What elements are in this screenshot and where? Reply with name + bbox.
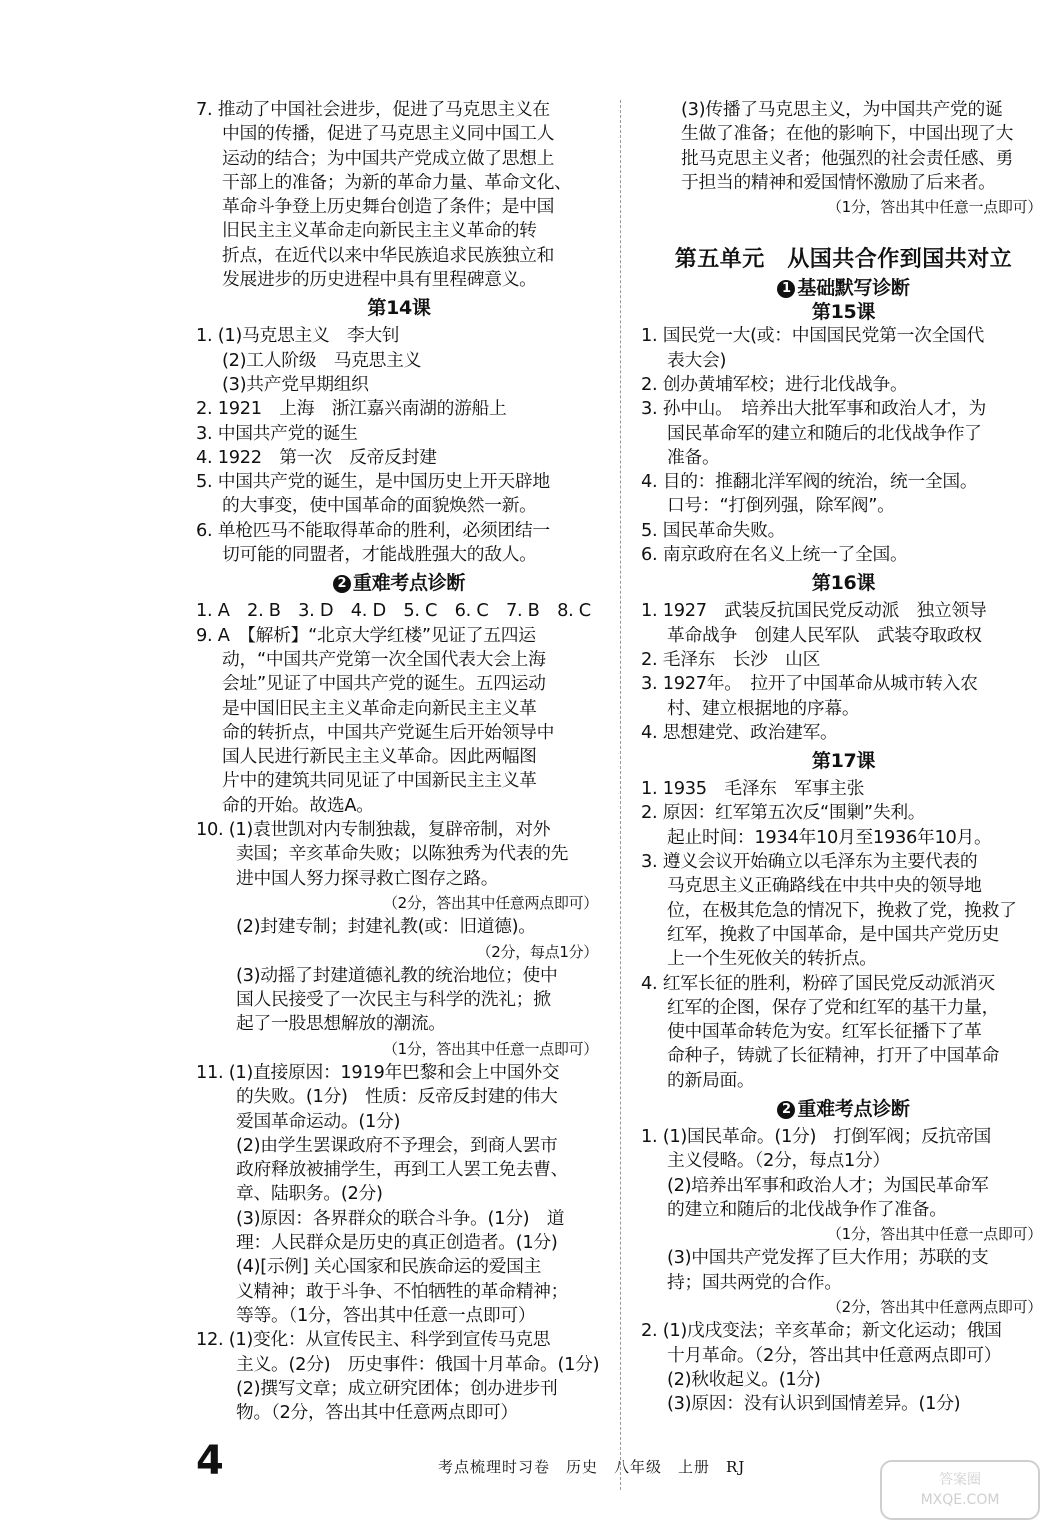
section-heading bbox=[641, 276, 1046, 300]
text-line bbox=[196, 519, 602, 543]
text-line bbox=[196, 1401, 602, 1425]
text-line bbox=[196, 940, 602, 964]
text-line bbox=[641, 777, 1046, 801]
line-text: 1. 国民党一大(或：中国国民党第一次全国代 bbox=[641, 325, 985, 347]
line-text: 干部上的准备；为新的革命力量、革命文化、 bbox=[222, 171, 572, 193]
text-line bbox=[196, 915, 602, 939]
text-line bbox=[641, 543, 1046, 567]
watermark-stamp bbox=[880, 1460, 1040, 1520]
line-text: （1分，答出其中任意一点即可） bbox=[382, 1039, 598, 1058]
line-text: (2)封建专制；封建礼教(或：旧道德)。 bbox=[236, 916, 536, 938]
text-line bbox=[641, 446, 1046, 470]
text-line bbox=[641, 1020, 1046, 1044]
line-text: 片中的建筑共同见证了中国新民主主义革 bbox=[222, 770, 537, 792]
text-line bbox=[641, 195, 1046, 219]
text-line bbox=[641, 826, 1046, 850]
line-text: 2. 毛泽东 长沙 山区 bbox=[641, 648, 821, 670]
text-line bbox=[196, 373, 602, 397]
line-text: 11. (1)直接原因：1919年巴黎和会上中国外交 bbox=[196, 1061, 560, 1083]
watermark-line2: MXQE.COM bbox=[920, 1492, 1000, 1508]
line-text: 5. 国民革命失败。 bbox=[641, 519, 786, 541]
line-text: 1. (1)国民革命。(1分) 打倒军阀；反抗帝国 bbox=[641, 1125, 991, 1147]
line-text: 政府释放被捕学生，再到工人罢工免去曹、 bbox=[236, 1159, 569, 1181]
line-text: 口号：“打倒列强，除军阀”。 bbox=[667, 495, 895, 517]
line-text: (2)培养出军事和政治人才；为国民革命军 bbox=[667, 1174, 989, 1196]
line-text: (3)中国共产党发挥了巨大作用；苏联的支 bbox=[667, 1247, 989, 1269]
line-text: 主义侵略。（2分，每点1分） bbox=[667, 1150, 890, 1172]
line-text: 进中国人努力探寻救亡图存之路。 bbox=[236, 867, 499, 889]
line-text: 命种子，铸就了长征精神，打开了中国革命 bbox=[667, 1045, 1000, 1067]
line-text: 的新局面。 bbox=[667, 1069, 755, 1091]
line-text: 3. 中国共产党的诞生 bbox=[196, 422, 358, 444]
text-line bbox=[641, 1246, 1046, 1270]
line-text: 重难考点诊断 bbox=[352, 572, 466, 595]
line-text: 卖国；辛亥革命失败；以陈独秀为代表的先 bbox=[236, 843, 569, 865]
text-line bbox=[641, 122, 1046, 146]
line-text: 基础默写诊断 bbox=[797, 276, 910, 299]
section-heading bbox=[196, 292, 602, 324]
text-line bbox=[641, 972, 1046, 996]
line-text: 2. 原因：红军第五次反“围剿”失利。 bbox=[641, 802, 926, 824]
text-line bbox=[196, 1110, 602, 1134]
text-line bbox=[196, 1037, 602, 1061]
line-text: 的失败。(1分) 性质：反帝反封建的伟大 bbox=[236, 1086, 558, 1108]
text-line bbox=[641, 874, 1046, 898]
text-line bbox=[196, 964, 602, 988]
text-line bbox=[196, 543, 602, 567]
text-line bbox=[641, 1174, 1046, 1198]
text-line bbox=[641, 147, 1046, 171]
line-text: 革命斗争登上历史舞台创造了条件；是中国 bbox=[222, 196, 555, 218]
text-line bbox=[641, 219, 1046, 243]
line-text: 批马克思主义者；他强烈的社会责任感、勇 bbox=[681, 147, 1014, 169]
text-line bbox=[641, 1044, 1046, 1068]
line-text: (2)工人阶级 马克思主义 bbox=[222, 349, 422, 371]
line-text: 十月革命。（2分，答出其中任意两点即可） bbox=[667, 1344, 1002, 1366]
text-line bbox=[641, 801, 1046, 825]
number-badge-icon: 2 bbox=[333, 575, 351, 593]
text-line bbox=[196, 794, 602, 818]
line-text: (3)传播了马克思主义，为中国共产党的诞 bbox=[681, 99, 1003, 120]
text-line bbox=[641, 648, 1046, 672]
text-line bbox=[196, 244, 602, 268]
text-line bbox=[196, 721, 602, 745]
right-column bbox=[641, 98, 1046, 1417]
line-text: 动，“中国共产党第一次全国代表大会上海 bbox=[222, 648, 546, 670]
line-text: 义精神；敢于斗争、不怕牺牲的革命精神； bbox=[236, 1280, 569, 1302]
section-heading bbox=[641, 244, 1046, 276]
line-text: 第16课 bbox=[811, 572, 876, 595]
line-text: 革命战争 创建人民军队 武装夺取政权 bbox=[667, 624, 982, 646]
text-line bbox=[196, 446, 602, 470]
text-line bbox=[196, 891, 602, 915]
section-heading bbox=[641, 300, 1046, 324]
text-line bbox=[641, 599, 1046, 623]
text-line bbox=[196, 349, 602, 373]
line-text: (3)原因：没有认识到国情差异。(1分) bbox=[667, 1393, 961, 1415]
line-text: 9. A 【解析】“北京大学红楼”见证了五四运 bbox=[196, 624, 536, 646]
line-text: 6. 单枪匹马不能取得革命的胜利，必须团结一 bbox=[196, 519, 550, 541]
line-text: 3. 1927年。 拉开了中国革命从城市转入农 bbox=[641, 673, 978, 695]
text-line bbox=[196, 1085, 602, 1109]
line-text: 物。（2分，答出其中任意两点即可） bbox=[236, 1402, 518, 1424]
text-line bbox=[196, 1158, 602, 1182]
text-line bbox=[641, 1319, 1046, 1343]
left-column bbox=[196, 98, 602, 1425]
section-heading bbox=[641, 567, 1046, 599]
line-text: 上一个生死攸关的转折点。 bbox=[667, 948, 877, 970]
text-line bbox=[196, 397, 602, 421]
text-line bbox=[641, 899, 1046, 923]
line-text: 4. 思想建党、政治建军。 bbox=[641, 721, 838, 743]
line-text: 切可能的同盟者，才能战胜强大的敌人。 bbox=[222, 544, 537, 566]
text-line bbox=[196, 122, 602, 146]
line-text: 4. 1922 第一次 反帝反封建 bbox=[196, 446, 437, 468]
line-text: 第17课 bbox=[811, 750, 876, 773]
text-line bbox=[196, 171, 602, 195]
line-text: 运动的结合；为中国共产党成立做了思想上 bbox=[222, 147, 555, 169]
line-text: （2分，答出其中任意两点即可） bbox=[826, 1298, 1042, 1317]
line-text: 7. 推动了中国社会进步，促进了马克思主义在 bbox=[196, 99, 550, 120]
line-text: 红军的企图，保存了党和红军的基干力量， bbox=[667, 996, 1000, 1018]
line-text: 国人民进行新民主主义革命。因此两幅图 bbox=[222, 746, 537, 768]
text-line bbox=[196, 422, 602, 446]
text-line bbox=[641, 624, 1046, 648]
column-divider bbox=[620, 100, 621, 1490]
line-text: 红军，挽救了中国革命，是中国共产党历史 bbox=[667, 923, 1000, 945]
line-text: 爱国革命运动。(1分) bbox=[236, 1110, 401, 1132]
line-text: 表大会) bbox=[667, 349, 727, 371]
line-text: 是中国旧民主主义革命走向新民主主义革 bbox=[222, 697, 537, 719]
text-line bbox=[641, 397, 1046, 421]
number-badge-icon: 2 bbox=[777, 1101, 795, 1119]
line-text: 第五单元 从国共合作到国共对立 bbox=[674, 246, 1013, 272]
line-text: 1. (1)马克思主义 李大钊 bbox=[196, 325, 400, 347]
line-text: 命的开始。故选A。 bbox=[222, 794, 374, 816]
line-text: （1分，答出其中任意一点即可） bbox=[826, 1225, 1042, 1244]
text-line bbox=[196, 867, 602, 891]
line-text: 理：人民群众是历史的真正创造者。(1分) bbox=[236, 1232, 558, 1254]
line-text: 的建立和随后的北伐战争作了准备。 bbox=[667, 1198, 947, 1220]
text-line bbox=[641, 324, 1046, 348]
text-line bbox=[641, 1069, 1046, 1093]
line-text: 2. 1921 上海 浙江嘉兴南湖的游船上 bbox=[196, 398, 507, 420]
text-line bbox=[641, 1344, 1046, 1368]
line-text: (2)由学生罢课政府不予理会，到商人罢市 bbox=[236, 1134, 558, 1156]
section-heading bbox=[196, 567, 602, 599]
text-line bbox=[641, 349, 1046, 373]
line-text: （2分，答出其中任意两点即可） bbox=[382, 893, 598, 912]
line-text: 2. (1)戊戌变法；辛亥革命；新文化运动；俄国 bbox=[641, 1320, 1002, 1342]
text-line bbox=[641, 1368, 1046, 1392]
text-line bbox=[196, 470, 602, 494]
text-line bbox=[641, 98, 1046, 122]
text-line bbox=[641, 1295, 1046, 1319]
line-text: 中国的传播，促进了马克思主义同中国工人 bbox=[222, 123, 555, 145]
line-text: （2分，每点1分） bbox=[476, 942, 598, 961]
line-text: 国民革命军的建立和随后的北伐战争作了 bbox=[667, 422, 982, 444]
text-line bbox=[196, 599, 602, 623]
number-badge-icon: 1 bbox=[777, 280, 795, 298]
text-line bbox=[196, 672, 602, 696]
line-text: 2. 创办黄埔军校；进行北伐战争。 bbox=[641, 373, 908, 395]
text-line bbox=[641, 1149, 1046, 1173]
text-line bbox=[196, 818, 602, 842]
line-text: (3)共产党早期组织 bbox=[222, 373, 369, 395]
text-line bbox=[196, 842, 602, 866]
text-line bbox=[196, 624, 602, 648]
text-line bbox=[641, 1271, 1046, 1295]
text-line bbox=[196, 324, 602, 348]
text-line bbox=[641, 1222, 1046, 1246]
line-text: 旧民主主义革命走向新民主主义革命的转 bbox=[222, 220, 537, 242]
text-line bbox=[196, 1255, 602, 1279]
text-line bbox=[196, 745, 602, 769]
text-line bbox=[196, 1377, 602, 1401]
line-text: 准备。 bbox=[667, 446, 720, 468]
text-line bbox=[196, 1231, 602, 1255]
line-text: 的大事变，使中国革命的面貌焕然一新。 bbox=[222, 495, 537, 517]
section-heading bbox=[641, 1093, 1046, 1125]
text-line bbox=[196, 147, 602, 171]
text-line bbox=[641, 519, 1046, 543]
text-line bbox=[196, 195, 602, 219]
text-line bbox=[641, 850, 1046, 874]
line-text: (3)原因：各界群众的联合斗争。(1分) 道 bbox=[236, 1207, 565, 1229]
text-line bbox=[196, 1182, 602, 1206]
text-line bbox=[641, 373, 1046, 397]
line-text: (2)撰写文章；成立研究团体；创办进步刊 bbox=[236, 1377, 558, 1399]
line-text: 位，在极其危急的情况下，挽救了党，挽救了 bbox=[667, 899, 1017, 921]
line-text: 持；国共两党的合作。 bbox=[667, 1271, 842, 1293]
text-line bbox=[196, 988, 602, 1012]
text-line bbox=[196, 1012, 602, 1036]
line-text: 马克思主义正确路线在中共中央的领导地 bbox=[667, 875, 982, 897]
text-line bbox=[641, 923, 1046, 947]
footer-text: 考点梳理时习卷 历史 八年级 上册 RJ bbox=[438, 1458, 746, 1476]
line-text: 第15课 bbox=[811, 301, 876, 324]
line-text: 1. 1935 毛泽东 军事主张 bbox=[641, 778, 865, 800]
text-line bbox=[196, 1304, 602, 1328]
text-line bbox=[196, 1353, 602, 1377]
line-text: 3. 遵义会议开始确立以毛泽东为主要代表的 bbox=[641, 851, 978, 873]
line-text: (4)[示例] 关心国家和民族命运的爱国主 bbox=[236, 1256, 542, 1278]
line-text: 10. (1)袁世凯对内专制独裁，复辟帝制，对外 bbox=[196, 819, 551, 841]
text-line bbox=[641, 672, 1046, 696]
text-line bbox=[196, 1328, 602, 1352]
line-text: 生做了准备；在他的影响下，中国出现了大 bbox=[681, 123, 1014, 145]
line-text: 主义。(2分) 历史事件：俄国十月革命。(1分) bbox=[236, 1353, 600, 1375]
line-text: 使中国革命转危为安。红军长征播下了革 bbox=[667, 1021, 982, 1043]
line-text: （1分，答出其中任意一点即可） bbox=[826, 198, 1042, 217]
line-text: (3)动摇了封建道德礼教的统治地位；使中 bbox=[236, 964, 558, 986]
line-text: 于担当的精神和爱国情怀激励了后来者。 bbox=[681, 171, 996, 193]
text-line bbox=[641, 721, 1046, 745]
text-line bbox=[641, 494, 1046, 518]
watermark-line1: 答案圈 bbox=[939, 1472, 981, 1488]
text-line bbox=[641, 947, 1046, 971]
line-text: 命的转折点，中国共产党诞生后开始领导中 bbox=[222, 721, 555, 743]
page-number: 4 bbox=[196, 1438, 224, 1484]
line-text: 1. A 2. B 3. D 4. D 5. C 6. C 7. B 8. C bbox=[196, 600, 591, 622]
line-text: 6. 南京政府在名义上统一了全国。 bbox=[641, 544, 908, 566]
line-text: 重难考点诊断 bbox=[797, 1097, 910, 1120]
line-text: 村、建立根据地的序幕。 bbox=[667, 697, 860, 719]
line-text: 起止时间：1934年10月至1936年10月。 bbox=[667, 826, 992, 848]
text-line bbox=[196, 268, 602, 292]
line-text: 5. 中国共产党的诞生，是中国历史上开天辟地 bbox=[196, 471, 550, 493]
text-line bbox=[196, 1134, 602, 1158]
line-text: 4. 目的：推翻北洋军阀的统治，统一全国。 bbox=[641, 471, 978, 493]
text-line bbox=[196, 494, 602, 518]
line-text: 1. 1927 武装反抗国民党反动派 独立领导 bbox=[641, 600, 987, 622]
text-line bbox=[196, 98, 602, 122]
text-line bbox=[641, 1125, 1046, 1149]
line-text: 折点，在近代以来中华民族追求民族独立和 bbox=[222, 244, 555, 266]
text-line bbox=[196, 1061, 602, 1085]
text-line bbox=[641, 1392, 1046, 1416]
line-text: 国人民接受了一次民主与科学的洗礼；掀 bbox=[236, 989, 551, 1011]
text-line bbox=[196, 769, 602, 793]
line-text: 3. 孙中山。 培养出大批军事和政治人才，为 bbox=[641, 398, 986, 420]
line-text: 发展进步的历史进程中具有里程碑意义。 bbox=[222, 269, 537, 291]
line-text: 章、陆职务。(2分) bbox=[236, 1183, 383, 1205]
text-line bbox=[196, 1207, 602, 1231]
text-line bbox=[196, 219, 602, 243]
line-text: 第14课 bbox=[367, 297, 431, 320]
line-text: 会址”见证了中国共产党的诞生。五四运动 bbox=[222, 673, 546, 695]
line-text: 起了一股思想解放的潮流。 bbox=[236, 1013, 446, 1035]
text-line bbox=[641, 470, 1046, 494]
section-heading bbox=[641, 745, 1046, 777]
text-line bbox=[196, 697, 602, 721]
text-line bbox=[641, 697, 1046, 721]
text-line bbox=[641, 1198, 1046, 1222]
text-line bbox=[641, 422, 1046, 446]
text-line bbox=[641, 996, 1046, 1020]
line-text: 等等。（1分，答出其中任意一点即可） bbox=[236, 1304, 536, 1326]
line-text: 4. 红军长征的胜利，粉碎了国民党反动派消灭 bbox=[641, 972, 995, 994]
text-line bbox=[196, 1280, 602, 1304]
line-text: (2)秋收起义。(1分) bbox=[667, 1368, 821, 1390]
text-line bbox=[641, 171, 1046, 195]
text-line bbox=[196, 648, 602, 672]
line-text: 12. (1)变化：从宣传民主、科学到宣传马克思 bbox=[196, 1329, 551, 1351]
